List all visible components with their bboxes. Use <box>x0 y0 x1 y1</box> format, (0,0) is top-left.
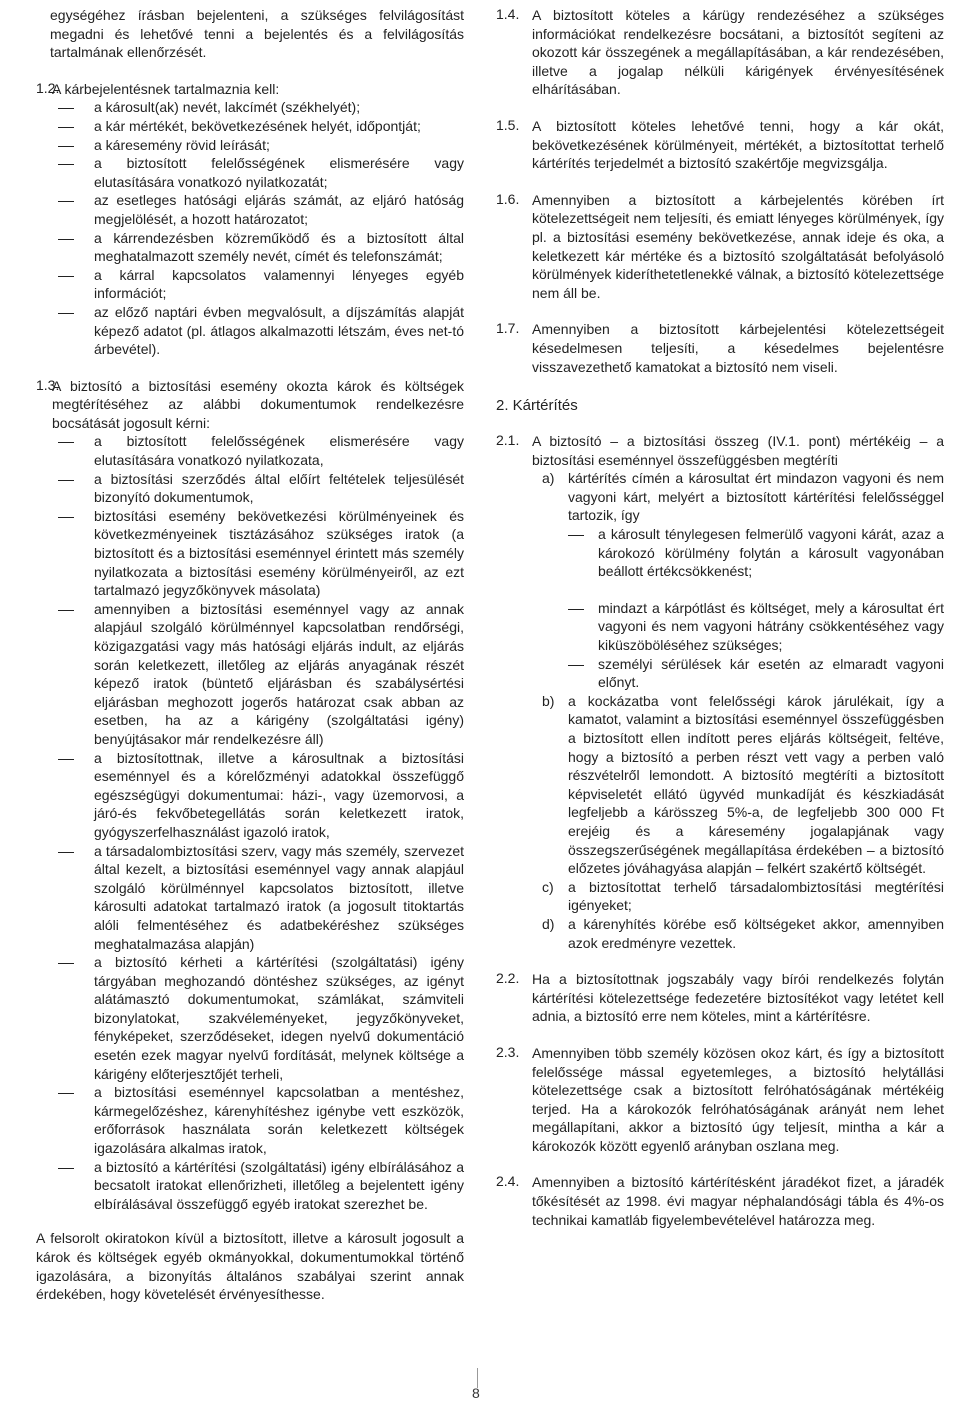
page-number: 8 <box>472 1385 480 1401</box>
alpha-item-c <box>532 878 944 915</box>
section-number: 2.1. <box>496 432 520 449</box>
list-item: a biztosított felelősségének elismerésére vagy elutasítására vonatkozó nyilatkozatát; <box>52 154 464 191</box>
alpha-item-a <box>532 469 944 692</box>
section-number: 1.3. <box>36 376 60 393</box>
section-number: 1.7. <box>496 320 520 337</box>
item-text: a kárenyhítés körébe eső költségeket akkor, amennyiben azok eredményre vezettek. <box>568 915 944 951</box>
right-column <box>496 6 944 1229</box>
list-item: a károsult(ak) nevét, lakcímét (székhelyét); <box>52 98 464 117</box>
list-item: a károsult ténylegesen felmerülő vagyoni kárát, azaz a károkozó körülmény folytán a károsult vagyonában beállott értékcsökkenést; <box>568 525 944 581</box>
section-text: Amennyiben a biztosító kártérítésként járadékot fizet, a járadék tőkésítését az 1998. évi magyar néphalandósági tábla és 4%-os technikai kamatláb figyelembevételével határozza meg. <box>532 1174 944 1228</box>
item-marker: c) <box>542 878 554 895</box>
section-2-2 <box>496 970 944 1026</box>
list-item: az előző naptári évben megvalósult, a díjszámítás alapját képező adatot (pl. átlagos alkalmazotti létszám, éves net-tó árbevétel). <box>52 303 464 359</box>
list-item: a biztosítási szerződés által előírt feltételek teljesülését bizonyító dokumentumok, <box>52 470 464 507</box>
section-lead: A biztosító – a biztosítási összeg (IV.1. pont) mértékéig – a biztosítási eseménnyel összefüggésben megtéríti <box>532 433 944 468</box>
section-1-3 <box>36 377 464 1214</box>
section-1-7 <box>496 320 944 376</box>
closing-paragraph: A felsorolt okiratokon kívül a biztosított, illetve a károsult jogosult a károk és költségek egyéb okmányokkal, dokumentumokkal történő igazolására, a bizonyítás általános szabályai szerint annak érdekében, hogy követelését érvényesíthesse. <box>36 1230 464 1303</box>
list-item: a biztosítási eseménnyel kapcsolatban a mentéshez, kármegelőzéshez, kárenyhítéshez igénybe vett eszközök, erőforrások használata során keletkezett költségek igazolására alkalmas iratok, <box>52 1083 464 1157</box>
section-2-1 <box>496 432 944 952</box>
section-number: 1.5. <box>496 116 520 133</box>
list-item: a biztosítottnak, illetve a károsultnak a biztosítási eseménnyel és a kórelőzményi adatokkal összefüggő egészségügyi dokumentumai: házi-, vagy üzemorvosi, a járó-és fekvőbetegellátás során keletkezett iratok, gyógyszerfelhasználást igazoló iratok, <box>52 749 464 842</box>
section-number: 2.3. <box>496 1043 520 1060</box>
item-marker: a) <box>542 470 555 487</box>
list-item: a biztosító a kártérítési (szolgáltatási) igény elbírálásához a becsatolt iratokat ellenőrizheti, illetőleg a bejelentett igény elbírálásával összefüggő egyéb iratokat szerezhet be. <box>52 1158 464 1214</box>
section-number: 1.2. <box>36 79 60 96</box>
section-2-3 <box>496 1044 944 1156</box>
section-number: 1.6. <box>496 190 520 207</box>
list-item: amennyiben a biztosítási eseménnyel vagy az annak alapjául szolgáló körülménnyel kapcsolatban rendőrségi, közigazgatási vagy más hatósági eljárás indult, az eljárás során keletkezett, illetőleg az eljárás anyagának részét képező iratok (büntető eljárásban és szabálysértési eljárásban meghozott jogerős határozat csak abban az esetben, ha az a kárigény (szolgáltatási igény) benyújtásakor már rendelkezésre áll) <box>52 600 464 749</box>
section-1-5 <box>496 117 944 173</box>
section-1-2 <box>36 80 464 359</box>
section-text: Amennyiben több személy közösen okoz kárt, és így a biztosított felelőssége mással egyetemleges, a biztosító helytállási kötelezettsége csak a biztosított felróhatóságának mértékéig terjed. Ha a károkozók felróhatóságának arányát nem lehet megállapítani, akkor a biztosító úgy teljesít, mintha a kár a károkozók között egyenlő arányban oszlana meg. <box>532 1044 944 1154</box>
item-marker: b) <box>542 692 555 709</box>
section-text: Amennyiben a biztosított kárbejelentési kötelezettségeit késedelmesen teljesíti, a késedelmes bejelentésre visszavezethető kamatokat a biztosító nem viseli. <box>532 321 944 375</box>
item-text: a kockázatba vont felelősségi károk járulékait, így a kamatot, valamint a biztosítási eseménnyel összefüggésben a biztosított ellen indított peres eljárás költségeit, feltéve, hogy a biztosító a perben részt vett vagy a perben való részvételről lemondott. A biztosító megtéríti a biztosított képviseletét ellátó ügyvéd munkadíját és készkiadását legfeljebb a kárösszeg 5%-a, de legfeljebb 300 000 Ft erejéig és a káresemény jogalapjának vagy összegszerűségének megállapítása érdekében – a biztosító előzetes jóváhagyása alapján – felkért szakértő költségét. <box>568 692 944 877</box>
section-1-6 <box>496 191 944 303</box>
section-number: 2.4. <box>496 1173 520 1190</box>
section-text: Amennyiben a biztosított a kárbejelentés körében írt kötelezettségeit nem teljesíti, és emiatt lényeges körülmények, így pl. a biztosítási esemény bekövetkezése, annak ideje és oka, a keletkezett kár mértéke és a biztosító szolgáltatását befolyásoló körülmények kideríthetetlenekké válnak, a biztosító kötelezettsége nem áll be. <box>532 191 944 301</box>
list-item: a kárral kapcsolatos valamennyi lényeges egyéb információt; <box>52 266 464 303</box>
section-number: 2.2. <box>496 970 520 987</box>
item-text: a biztosítottat terhelő társadalombiztosítási megtérítési igényeket; <box>568 878 944 914</box>
dash-list <box>52 432 464 1213</box>
heading-kartérítés: 2. Kártérítés <box>496 397 578 415</box>
list-item: a biztosító kérheti a kártérítési (szolgáltatási) igény tárgyában meghozandó döntéshez szükséges, az igényt alátámasztó dokumentumokat, számlákat, számviteli bizonylatokat, szakvéleményeket, jegyzőkönyveket, fényképeket, szerződéseket, idegen nyelvű dokumentáció esetén ezek magyar nyelvű fordítását, melynek költsége a kárigény előterjesztőjét terheli, <box>52 953 464 1083</box>
alpha-list <box>532 469 944 952</box>
alpha-item-d <box>532 915 944 952</box>
section-text: A biztosított köteles a kárügy rendezéséhez a szükséges információkat rendelkezésre bocsátani, a biztosítót segíteni az okozott kár összegének a megállapításában, a kár rendezésében, illetve a jogalap nélküli kárigények érvényesítésének elhárításában. <box>532 7 944 98</box>
item-marker: d) <box>542 915 555 932</box>
section-lead: A biztosító a biztosítási esemény okozta károk és költségek megtérítéséhez az alábbi dokumentumok rendelkezésre bocsátását jogosult kérni: <box>52 377 464 431</box>
dash-list <box>52 98 464 358</box>
alpha-item-b <box>532 692 944 878</box>
section-1-4 <box>496 6 944 99</box>
list-item: a társadalombiztosítási szerv, vagy más személy, szervezet által kezelt, a biztosítási eseménnyel vagy annak alapjául szolgáló körülménnyel kapcsolatos biztosított, illetve károsulti adatokat tartalmazó iratok (a jogosult titoktartás alóli felmentéséhez és adatbekéréshez szükséges meghatalmazása alapján) <box>52 842 464 954</box>
list-item: mindazt a kárpótlást és költséget, mely a károsultat ért vagyoni és nem vagyoni hátrány csökkentéséhez vagy kiküszöböléséhez szükséges; <box>568 599 944 655</box>
item-text: kártérítés címén a károsultat ért mindazon vagyoni és nem vagyoni kárt, melyért a biztosított kártérítési felelősséggel tartozik, így <box>568 470 944 524</box>
list-item: a biztosított felelősségének elismerésére vagy elutasítására vonatkozó nyilatkozata, <box>52 432 464 469</box>
dash-list <box>568 525 944 692</box>
intro-paragraph: egységéhez írásban bejelenteni, a szükséges felvilágosítást megadni és lehetővé tenni a bejelentés és a felvilágosítás tartalmának ellenőrzését. <box>50 7 464 61</box>
list-item: a káresemény rövid leírását; <box>52 136 464 155</box>
section-number: 1.4. <box>496 6 520 22</box>
list-item: biztosítási esemény bekövetkezési körülményeinek és következményeinek tisztázásához szükséges iratok (a biztosított és a biztosítási eseménnyel érintett más személy nyilatkozata a biztosítási esemény körülményeiről, az ezt tartalmazó jegyzőkönyvek másolata) <box>52 507 464 600</box>
list-item: személyi sérülések kár esetén az elmaradt vagyoni előnyt. <box>568 655 944 692</box>
section-2-4 <box>496 1173 944 1229</box>
section-lead: A kárbejelentésnek tartalmaznia kell: <box>52 80 280 97</box>
list-item: az esetleges hatósági eljárás számát, az eljáró hatóság megjelölését, a hozott határozatot; <box>52 191 464 228</box>
list-item: a kár mértékét, bekövetkezésének helyét, időpontját; <box>52 117 464 136</box>
section-text: Ha a biztosítottnak jogszabály vagy bírói rendelkezés folytán kártérítési kötelezettsége fedezetére biztosítékot vagy letétet kell adnia, a biztosító erre nem köteles, mint a kártérítésre. <box>532 971 944 1025</box>
list-item: a kárrendezésben közreműködő és a biztosított által meghatalmazott személy nevét, címét és telefonszámát; <box>52 229 464 266</box>
left-column <box>36 6 464 1304</box>
section-text: A biztosított köteles lehetővé tenni, hogy a kár okát, bekövetkezésének körülményeit, mértékét, a biztosítottat terhelő kártérítés terjedelmét a biztosító szakértője megvizsgálja. <box>532 117 944 172</box>
